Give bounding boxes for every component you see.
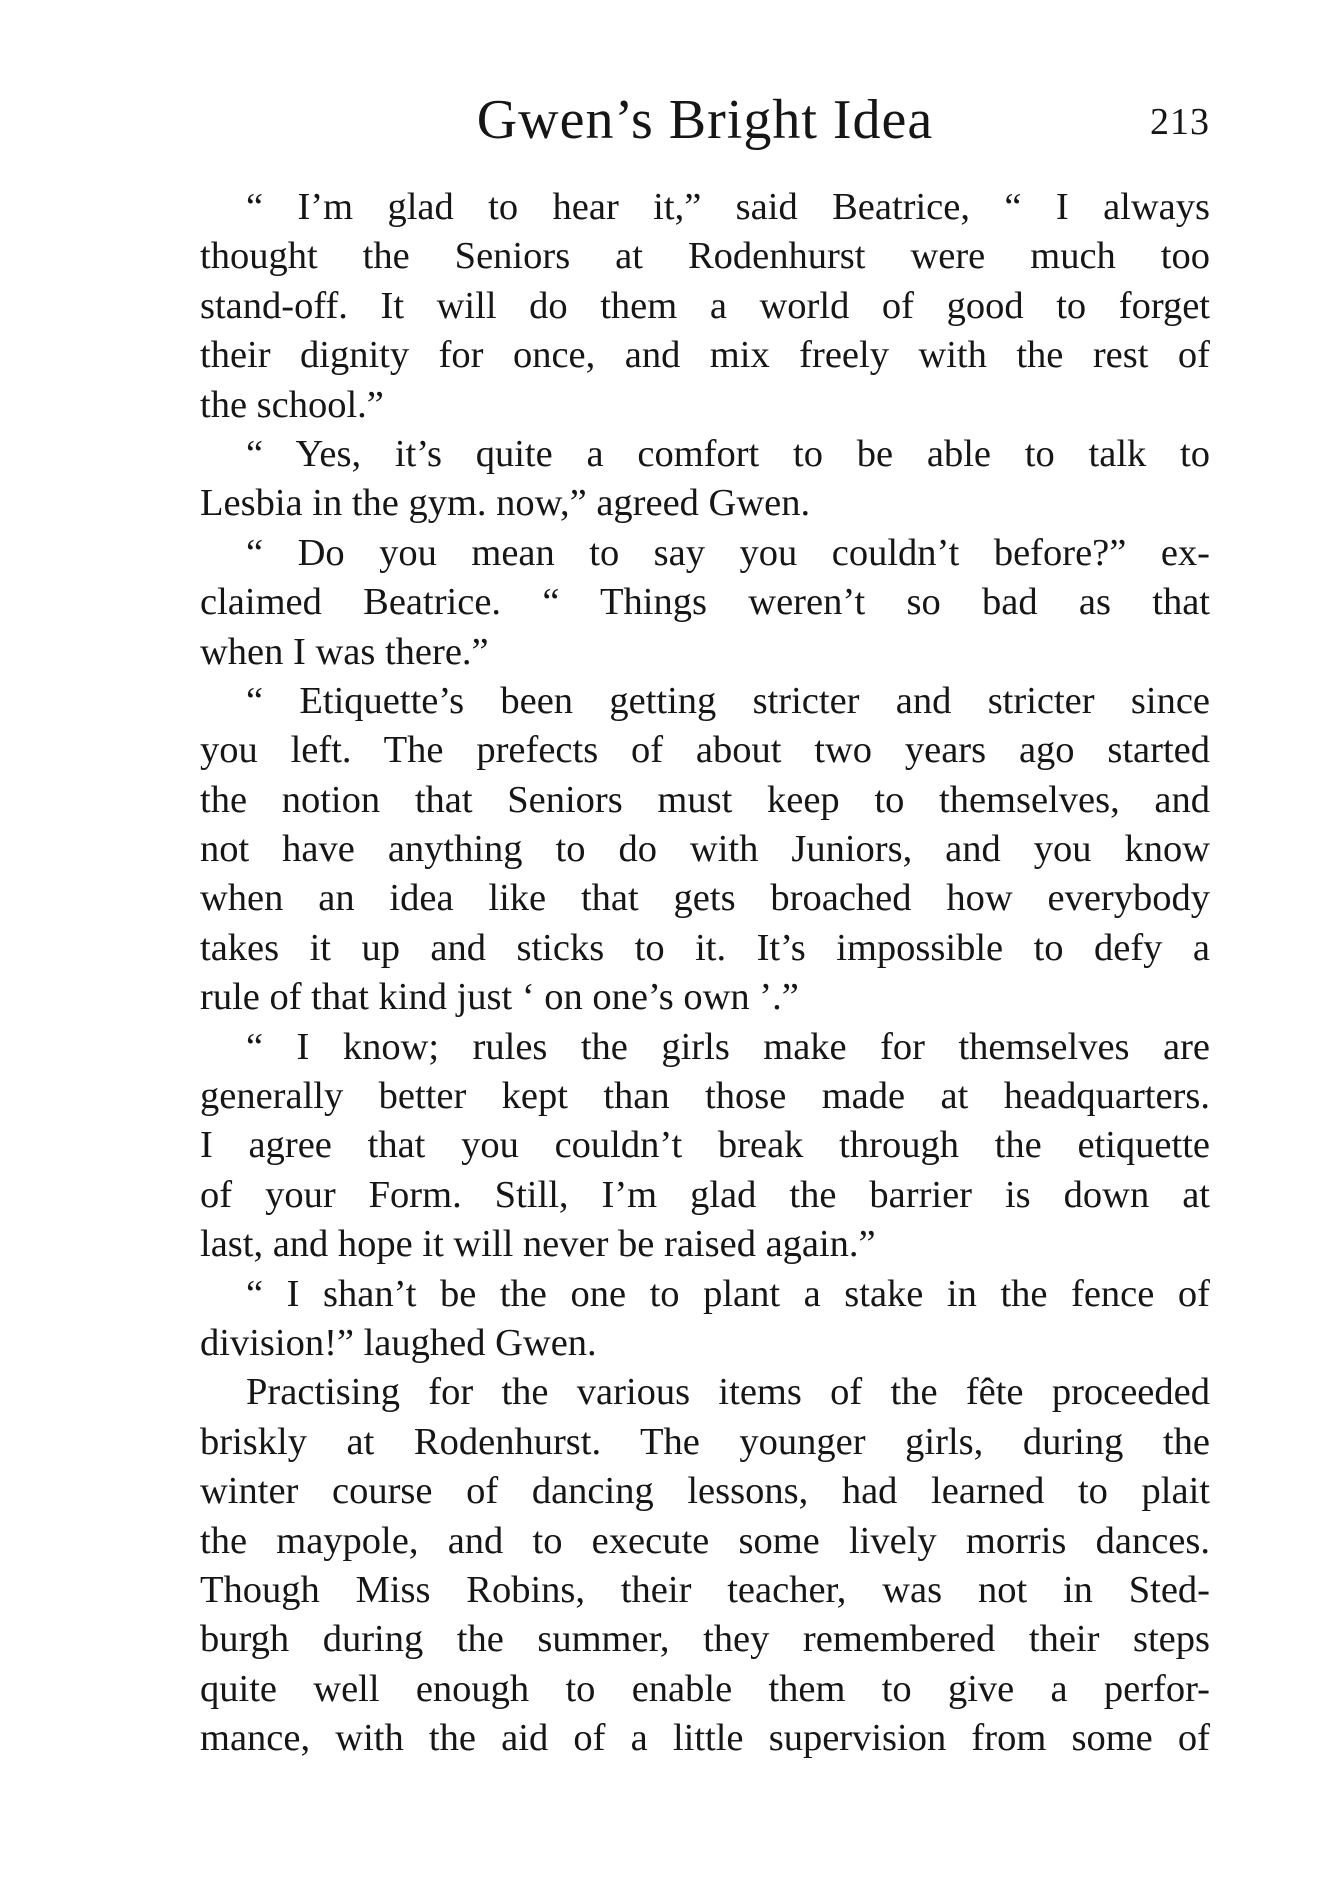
- text-line: thought the Seniors at Rodenhurst were much too: [200, 235, 1210, 278]
- text-line: the school.”: [200, 383, 384, 426]
- text-line: you left. The prefects of about two years ago started: [200, 729, 1210, 772]
- chapter-title: Gwen’s Bright Idea: [476, 89, 934, 151]
- text-line: the notion that Seniors must keep to themselves, and: [200, 778, 1210, 821]
- text-line: not have anything to do with Juniors, and you know: [200, 828, 1210, 871]
- text-line: generally better kept than those made at headquarters.: [200, 1075, 1210, 1118]
- text-line: last, and hope it will never be raised again.”: [200, 1223, 876, 1266]
- text-line: quite well enough to enable them to give a perfor-: [200, 1667, 1210, 1710]
- text-line: mance, with the aid of a little supervision from some of: [200, 1717, 1210, 1760]
- text-line: “ Do you mean to say you couldn’t before?” ex-: [246, 531, 1210, 574]
- text-line: Lesbia in the gym. now,” agreed Gwen.: [200, 482, 811, 525]
- text-line: I agree that you couldn’t break through the etiquette: [200, 1124, 1210, 1167]
- text-line: Though Miss Robins, their teacher, was not in Sted-: [200, 1568, 1210, 1611]
- text-line: when I was there.”: [200, 630, 489, 673]
- text-line: of your Form. Still, I’m glad the barrier is down at: [200, 1173, 1210, 1216]
- text-line: Practising for the various items of the fête proceeded: [246, 1371, 1210, 1414]
- text-line: rule of that kind just ‘ on one’s own ’.”: [200, 976, 799, 1019]
- text-line: their dignity for once, and mix freely with the rest of: [200, 334, 1210, 377]
- text-line: division!” laughed Gwen.: [200, 1321, 597, 1364]
- text-line: “ I know; rules the girls make for themselves are: [246, 1025, 1210, 1068]
- text-line: “ I’m glad to hear it,” said Beatrice, “ I always: [246, 186, 1210, 228]
- text-line: claimed Beatrice. “ Things weren’t so bad as that: [200, 581, 1210, 624]
- text-line: stand-off. It will do them a world of good to forget: [200, 284, 1210, 327]
- text-line: “ I shan’t be the one to plant a stake in the fence of: [246, 1272, 1210, 1315]
- text-line: the maypole, and to execute some lively morris dances.: [200, 1519, 1210, 1562]
- running-header: [200, 80, 1210, 160]
- text-line: “ Etiquette’s been getting stricter and stricter since: [246, 679, 1210, 722]
- text-line: briskly at Rodenhurst. The younger girls, during the: [200, 1420, 1210, 1463]
- body-text: [200, 183, 1210, 1764]
- text-line: when an idea like that gets broached how everybody: [200, 877, 1210, 920]
- text-line: “ Yes, it’s quite a comfort to be able to talk to: [246, 432, 1210, 475]
- text-line: burgh during the summer, they remembered their steps: [200, 1618, 1210, 1661]
- page-number: 213: [1150, 101, 1210, 143]
- text-line: winter course of dancing lessons, had learned to plait: [200, 1470, 1210, 1513]
- text-line: takes it up and sticks to it. It’s impossible to defy a: [200, 926, 1210, 969]
